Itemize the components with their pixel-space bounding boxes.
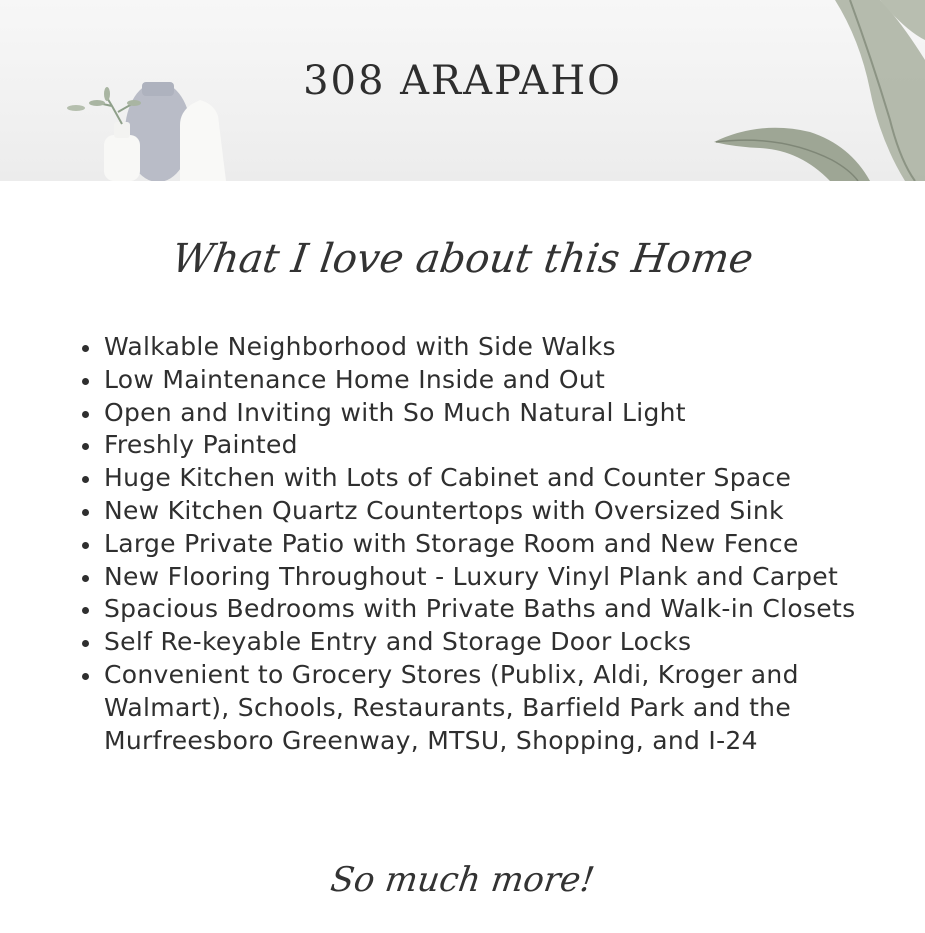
list-item: New Flooring Throughout - Luxury Vinyl Plank and Carpet xyxy=(104,561,864,594)
list-item: Convenient to Grocery Stores (Publix, Aldi, Kroger and Walmart), Schools, Restaurants, Barfield Park and the Murfreesboro Greenway, MTSU, Shopping, and I-24 xyxy=(104,659,864,757)
closing-text: So much more! xyxy=(328,860,597,900)
list-item: Walkable Neighborhood with Side Walks xyxy=(104,331,864,364)
list-item: Self Re-keyable Entry and Storage Door Locks xyxy=(104,626,864,659)
list-item: Freshly Painted xyxy=(104,429,864,462)
header-banner xyxy=(0,0,925,181)
feature-list xyxy=(104,331,864,757)
list-item: Open and Inviting with So Much Natural Light xyxy=(104,397,864,430)
section-heading: What I love about this Home xyxy=(169,236,756,282)
list-item: New Kitchen Quartz Countertops with Oversized Sink xyxy=(104,495,864,528)
property-title: 308 ARAPAHO xyxy=(303,58,622,104)
list-item: Low Maintenance Home Inside and Out xyxy=(104,364,864,397)
list-item: Huge Kitchen with Lots of Cabinet and Counter Space xyxy=(104,462,864,495)
list-item: Spacious Bedrooms with Private Baths and Walk-in Closets xyxy=(104,593,864,626)
list-item: Large Private Patio with Storage Room and New Fence xyxy=(104,528,864,561)
